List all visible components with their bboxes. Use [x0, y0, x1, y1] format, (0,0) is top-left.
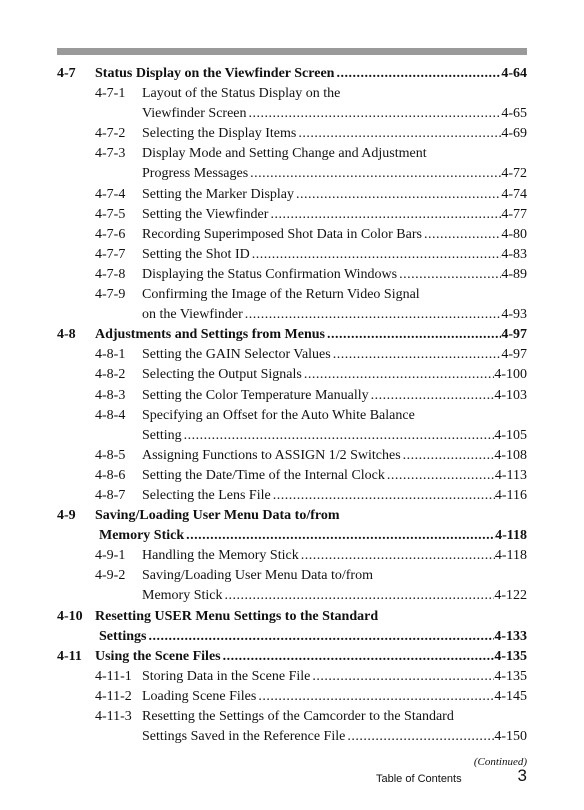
dot-leader — [299, 546, 495, 566]
header-rule — [57, 48, 527, 55]
toc-section-entry[interactable] — [57, 506, 527, 526]
toc-entry-page: 4-83 — [501, 246, 527, 262]
toc-entry-number: 4-10 — [57, 608, 83, 624]
toc-entry-page: 4-103 — [494, 387, 527, 403]
toc-section-entry[interactable] — [57, 325, 527, 345]
toc-entry-page: 4-113 — [494, 467, 527, 483]
toc-entry[interactable] — [57, 84, 527, 104]
toc-entry-page: 4-80 — [501, 226, 527, 242]
toc-entry[interactable] — [57, 566, 527, 586]
toc-entry-number: 4-7 — [57, 66, 76, 81]
toc-entry-title: Displaying the Status Confirmation Windows — [142, 266, 398, 282]
continued-note: (Continued) — [473, 756, 527, 768]
toc-entry-title: Memory Stick — [142, 588, 223, 604]
page-number: 3 — [517, 766, 527, 785]
toc-entry-title: Selecting the Output Signals — [142, 367, 302, 383]
toc-entry-title: Setting — [142, 427, 182, 443]
toc-entry-title: Resetting USER Menu Settings to the Standard — [95, 608, 379, 624]
toc-entry[interactable] — [57, 225, 527, 245]
toc-entry[interactable] — [57, 586, 527, 606]
toc-entry-title: Settings Saved in the Reference File — [142, 729, 346, 745]
dot-leader — [331, 345, 502, 365]
toc-entry[interactable] — [57, 164, 527, 184]
toc-entry-title: Selecting the Lens File — [142, 487, 271, 503]
toc-entry-title: Resetting the Settings of the Camcorder to the Standard — [142, 709, 454, 724]
toc-entry[interactable] — [57, 707, 527, 727]
toc-entry-number: 4-8-1 — [95, 347, 126, 363]
toc-entry-title: Memory Stick — [99, 528, 185, 544]
toc-entry-number: 4-8-5 — [95, 447, 126, 463]
toc-entry-title: Saving/Loading User Menu Data to/from — [142, 568, 373, 584]
toc-entry-number: 4-11-3 — [95, 709, 132, 724]
dot-leader — [296, 124, 501, 144]
toc-entry-title: Progress Messages — [142, 166, 249, 182]
toc-entry[interactable] — [57, 687, 527, 707]
dot-leader — [385, 466, 495, 486]
toc-entry-page: 4-105 — [494, 427, 527, 443]
toc-entry-page: 4-145 — [494, 688, 527, 704]
dot-leader — [256, 687, 494, 707]
toc-entry[interactable] — [57, 124, 527, 144]
toc-entry-page: 4-116 — [494, 487, 527, 503]
toc-entry-title: Setting the GAIN Selector Values — [142, 347, 331, 363]
toc-section-entry[interactable] — [57, 607, 527, 627]
toc-entry-number: 4-11-2 — [95, 688, 132, 704]
dot-leader — [250, 245, 502, 265]
toc-entry-page: 4-93 — [501, 307, 527, 323]
dot-leader — [369, 386, 495, 406]
toc-entry-number: 4-9-2 — [95, 568, 126, 584]
toc-entry-title: Setting the Viewfinder — [142, 206, 269, 222]
toc-entry-page: 4-118 — [495, 528, 527, 544]
toc-entry-title: Specifying an Offset for the Auto White Balance — [142, 407, 415, 423]
dot-leader — [268, 205, 501, 225]
toc-entry-title: Selecting the Display Items — [142, 126, 297, 142]
toc-entry-title: Recording Superimposed Shot Data in Color Bars — [142, 226, 422, 242]
toc-entry[interactable] — [57, 365, 527, 385]
toc-entry-number: 4-9 — [57, 508, 76, 524]
toc-entry-number: 4-8-7 — [95, 487, 126, 503]
dot-leader — [325, 325, 501, 345]
toc-entry-title: Setting the Marker Display — [142, 186, 295, 202]
toc-entry-title: Storing Data in the Scene File — [142, 668, 311, 684]
toc-entry-number: 4-7-3 — [95, 146, 126, 162]
toc-entry-number: 4-7-8 — [95, 266, 126, 282]
toc-entry-page: 4-133 — [494, 628, 527, 644]
toc-entry[interactable] — [57, 667, 527, 687]
toc-entry-title: Handling the Memory Stick — [142, 548, 299, 564]
dot-leader — [223, 586, 495, 606]
toc-entry-number: 4-7-5 — [95, 206, 126, 222]
toc-entry[interactable] — [57, 345, 527, 365]
toc-entry-number: 4-7-6 — [95, 226, 126, 242]
toc-entry-title: Adjustments and Settings from Menus — [95, 327, 325, 343]
toc-entry-number: 4-7-4 — [95, 186, 126, 202]
toc-entry-page: 4-135 — [494, 648, 527, 664]
dot-leader — [146, 627, 494, 647]
toc-entry[interactable] — [57, 185, 527, 205]
toc-entry-page: 4-97 — [501, 327, 527, 343]
dot-leader — [334, 64, 501, 84]
dot-leader — [182, 426, 495, 446]
toc-entry-title: Setting the Date/Time of the Internal Clock — [142, 467, 385, 483]
toc-entry-number: 4-8-6 — [95, 467, 126, 483]
toc-entry-page: 4-69 — [501, 126, 527, 142]
toc-entry[interactable] — [57, 386, 527, 406]
toc-entry-title: Setting the Color Temperature Manually — [142, 387, 369, 403]
toc-entry-number: 4-7-1 — [95, 86, 126, 102]
toc-entry-number: 4-8-4 — [95, 407, 126, 423]
footer-section-title: Table of Contents — [376, 773, 462, 785]
toc-entry-number: 4-9-1 — [95, 548, 126, 564]
dot-leader — [243, 305, 502, 325]
toc-entry[interactable] — [57, 486, 527, 506]
toc-entry[interactable] — [57, 546, 527, 566]
toc-entry[interactable] — [57, 305, 527, 325]
toc-entry-page: 4-74 — [501, 186, 527, 202]
toc-entry-page: 4-89 — [501, 266, 527, 282]
toc-entry-page: 4-64 — [501, 66, 527, 81]
toc-entry-title: Setting the Shot ID — [142, 246, 250, 262]
toc-entry-title: Confirming the Image of the Return Video Signal — [142, 287, 420, 303]
toc-entry-page: 4-65 — [501, 106, 527, 122]
toc-entry-page: 4-135 — [494, 668, 527, 684]
toc-entry-page: 4-100 — [494, 367, 527, 383]
toc-entry-page: 4-150 — [494, 729, 527, 745]
toc-entry[interactable] — [57, 446, 527, 466]
dot-leader — [345, 727, 494, 747]
toc-entry-page: 4-118 — [494, 548, 527, 564]
toc-entry-title: Loading Scene Files — [142, 688, 257, 704]
toc-entry[interactable] — [57, 245, 527, 265]
toc-entry-title: Status Display on the Viewfinder Screen — [95, 66, 335, 81]
dot-leader — [221, 647, 495, 667]
dot-leader — [422, 225, 501, 245]
toc-section-entry[interactable] — [57, 64, 527, 84]
toc-list — [57, 64, 527, 747]
toc-entry[interactable] — [57, 426, 527, 446]
toc-entry-number: 4-11-1 — [95, 668, 132, 684]
toc-entry-number: 4-7-2 — [95, 126, 126, 142]
toc-entry[interactable] — [57, 205, 527, 225]
toc-entry-page: 4-122 — [494, 588, 527, 604]
dot-leader — [294, 185, 501, 205]
toc-entry-title: Saving/Loading User Menu Data to/from — [95, 508, 340, 524]
dot-leader — [302, 365, 495, 385]
dot-leader — [401, 446, 495, 466]
toc-entry-title: on the Viewfinder — [142, 307, 243, 323]
toc-entry-page: 4-97 — [501, 347, 527, 363]
toc-entry-title: Using the Scene Files — [95, 648, 221, 664]
toc-entry-title: Display Mode and Setting Change and Adjustment — [142, 146, 427, 162]
toc-entry[interactable] — [57, 406, 527, 426]
toc-entry-number: 4-11 — [57, 648, 82, 664]
dot-leader — [271, 486, 495, 506]
toc-entry[interactable] — [57, 466, 527, 486]
toc-section-entry[interactable] — [57, 647, 527, 667]
dot-leader — [247, 104, 502, 124]
toc-entry-title: Assigning Functions to ASSIGN 1/2 Switches — [142, 447, 401, 463]
toc-entry-title: Viewfinder Screen — [142, 106, 247, 122]
toc-entry[interactable] — [57, 265, 527, 285]
toc-entry[interactable] — [57, 104, 527, 124]
toc-entry[interactable] — [57, 526, 527, 546]
toc-entry-page: 4-108 — [494, 447, 527, 463]
toc-entry-title: Layout of the Status Display on the — [142, 86, 341, 102]
toc-entry-title: Settings — [99, 628, 147, 644]
toc-entry-number: 4-7-9 — [95, 287, 126, 303]
toc-entry[interactable] — [57, 144, 527, 164]
toc-entry[interactable] — [57, 285, 527, 305]
toc-entry-number: 4-7-7 — [95, 246, 126, 262]
toc-entry-number: 4-8-3 — [95, 387, 126, 403]
dot-leader — [184, 526, 495, 546]
dot-leader — [310, 667, 494, 687]
dot-leader — [397, 265, 501, 285]
dot-leader — [248, 164, 501, 184]
toc-entry-number: 4-8 — [57, 327, 76, 343]
toc-entry[interactable] — [57, 727, 527, 747]
toc-entry-page: 4-77 — [501, 206, 527, 222]
toc-entry-page: 4-72 — [501, 166, 527, 182]
toc-entry-number: 4-8-2 — [95, 367, 126, 383]
toc-entry[interactable] — [57, 627, 527, 647]
